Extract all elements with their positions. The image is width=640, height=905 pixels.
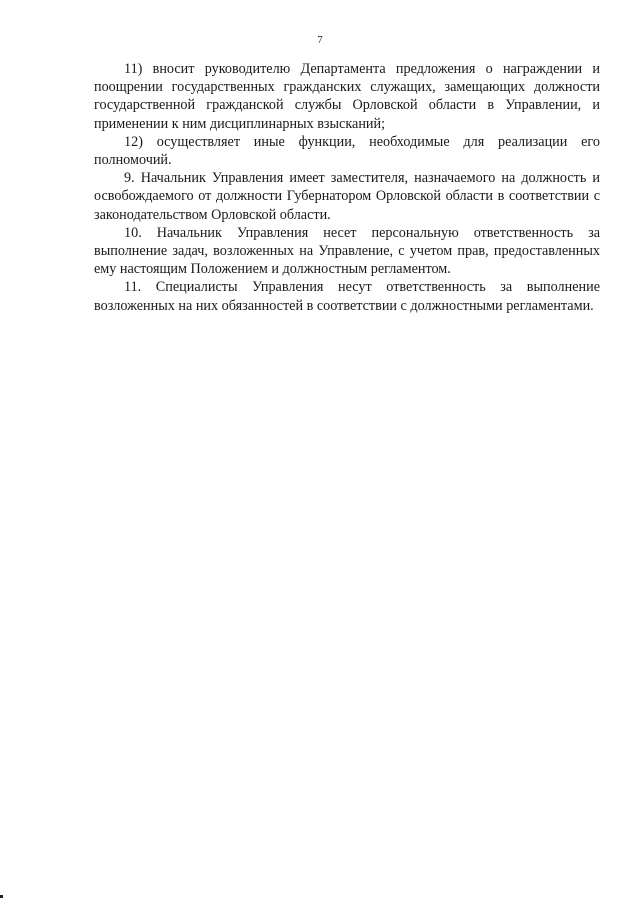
paragraph-section-11: 11. Специалисты Управления несут ответственность за выполнение возложенных на них обязанностей в соответствии с должностными регламентами.	[94, 279, 600, 314]
paragraph-item-11: 11) вносит руководителю Департамента предложения о награждении и поощрении государственных гражданских служащих, замещающих должности государственной гражданской службы Орловской области в Управлении, и применении к ним дисциплинарных взысканий;	[94, 61, 600, 132]
document-body	[94, 60, 600, 315]
page-number: 7	[317, 34, 323, 46]
scan-artifact-dot	[0, 895, 3, 898]
paragraph-item-12: 12) осуществляет иные функции, необходимые для реализации его полномочий.	[94, 133, 600, 169]
paragraph-section-9: 9. Начальник Управления имеет заместителя, назначаемого на должность и освобождаемого от должности Губернатором Орловской области в соответствии с законодательством Орловской области.	[94, 170, 600, 223]
paragraph-section-10: 10. Начальник Управления несет персональную ответственность за выполнение задач, возложенных на Управление, с учетом прав, предоставленных ему настоящим Положением и должностным регламентом.	[94, 224, 600, 278]
